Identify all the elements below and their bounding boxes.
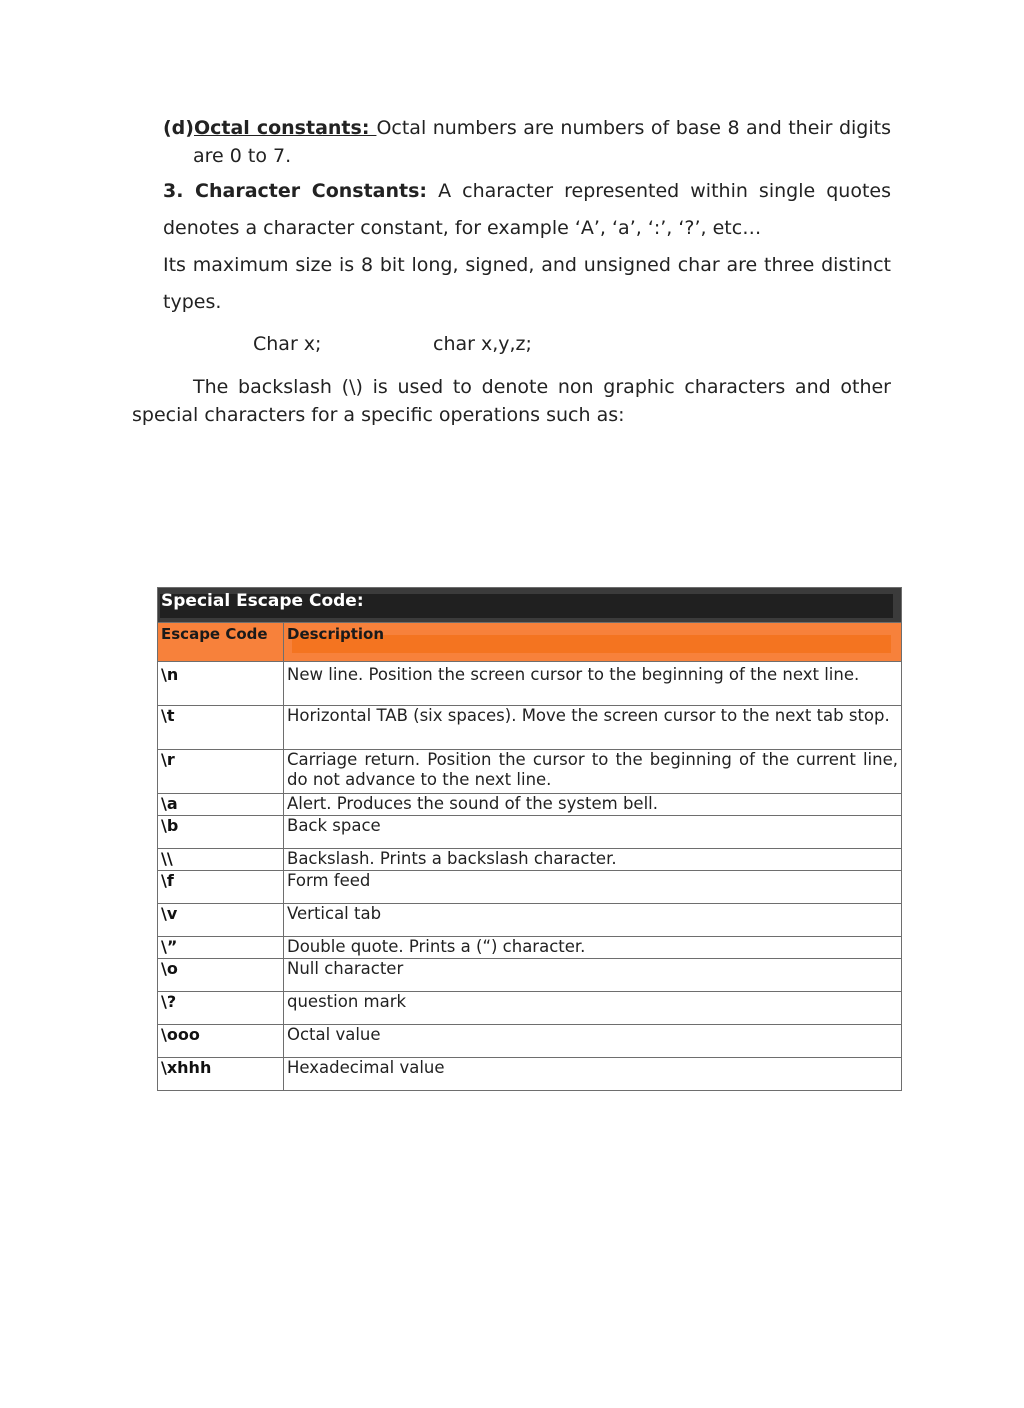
escape-code-cell: \b	[158, 816, 284, 849]
description-cell: Form feed	[284, 871, 902, 904]
table-row	[158, 1058, 902, 1091]
table-row	[158, 706, 902, 750]
code-example-1: Char x;	[253, 333, 322, 355]
escape-code-table	[157, 587, 902, 1091]
description-cell: Carriage return. Position the cursor to the beginning of the current line, do not advance to the next line.	[284, 750, 902, 794]
escape-code-cell: \f	[158, 871, 284, 904]
table-row	[158, 750, 902, 794]
description-cell: New line. Position the screen cursor to the beginning of the next line.	[284, 662, 902, 706]
description-cell: Double quote. Prints a (“) character.	[284, 937, 902, 959]
table-row	[158, 871, 902, 904]
table-row	[158, 816, 902, 849]
description-cell: Null character	[284, 959, 902, 992]
table-header-row	[158, 623, 902, 662]
table-row	[158, 959, 902, 992]
description-cell: Hexadecimal value	[284, 1058, 902, 1091]
description-cell: Octal value	[284, 1025, 902, 1058]
max-size-paragraph-cont: types.	[163, 291, 222, 313]
escape-code-cell: \?	[158, 992, 284, 1025]
table-title: Special Escape Code:	[161, 591, 364, 611]
escape-code-cell: \\	[158, 849, 284, 871]
table-title-cell	[158, 588, 902, 623]
description-cell: Alert. Produces the sound of the system bell.	[284, 794, 902, 816]
octal-constants-paragraph	[163, 114, 891, 142]
octal-constants-heading: Octal constants:	[193, 117, 377, 139]
character-constants-text: A character represented within single quotes	[427, 180, 891, 202]
table-row	[158, 937, 902, 959]
table-row	[158, 662, 902, 706]
table-title-row	[158, 588, 902, 623]
table-row	[158, 992, 902, 1025]
description-cell: Backslash. Prints a backslash character.	[284, 849, 902, 871]
header-escape-code: Escape Code	[158, 623, 284, 662]
octal-constants-text-cont: are 0 to 7.	[193, 145, 292, 167]
escape-code-cell: \v	[158, 904, 284, 937]
escape-code-cell: \xhhh	[158, 1058, 284, 1091]
escape-code-cell: \”	[158, 937, 284, 959]
table-row	[158, 794, 902, 816]
max-size-paragraph: Its maximum size is 8 bit long, signed, and unsigned char are three distinct	[163, 254, 891, 276]
escape-code-cell: \o	[158, 959, 284, 992]
octal-item-label: (d)	[163, 117, 194, 139]
character-constants-heading: 3. Character Constants:	[163, 180, 428, 202]
escape-code-cell: \ooo	[158, 1025, 284, 1058]
description-cell: Back space	[284, 816, 902, 849]
description-cell: Vertical tab	[284, 904, 902, 937]
character-constants-paragraph	[163, 177, 891, 205]
table-row	[158, 849, 902, 871]
description-cell: question mark	[284, 992, 902, 1025]
escape-code-cell: \t	[158, 706, 284, 750]
table-row	[158, 904, 902, 937]
header-description: Description	[284, 623, 902, 662]
octal-constants-text: Octal numbers are numbers of base 8 and their digits	[376, 117, 891, 139]
description-cell: Horizontal TAB (six spaces). Move the screen cursor to the next tab stop.	[284, 706, 902, 750]
escape-code-cell: \r	[158, 750, 284, 794]
backslash-paragraph-cont: special characters for a specific operations such as:	[132, 404, 625, 426]
escape-code-cell: \a	[158, 794, 284, 816]
character-constants-text-cont: denotes a character constant, for example ‘A’, ‘a’, ‘:’, ‘?’, etc…	[163, 217, 762, 239]
table-row	[158, 1025, 902, 1058]
escape-code-cell: \n	[158, 662, 284, 706]
code-example-2: char x,y,z;	[433, 333, 532, 355]
backslash-paragraph: The backslash (\) is used to denote non graphic characters and other	[193, 376, 891, 398]
